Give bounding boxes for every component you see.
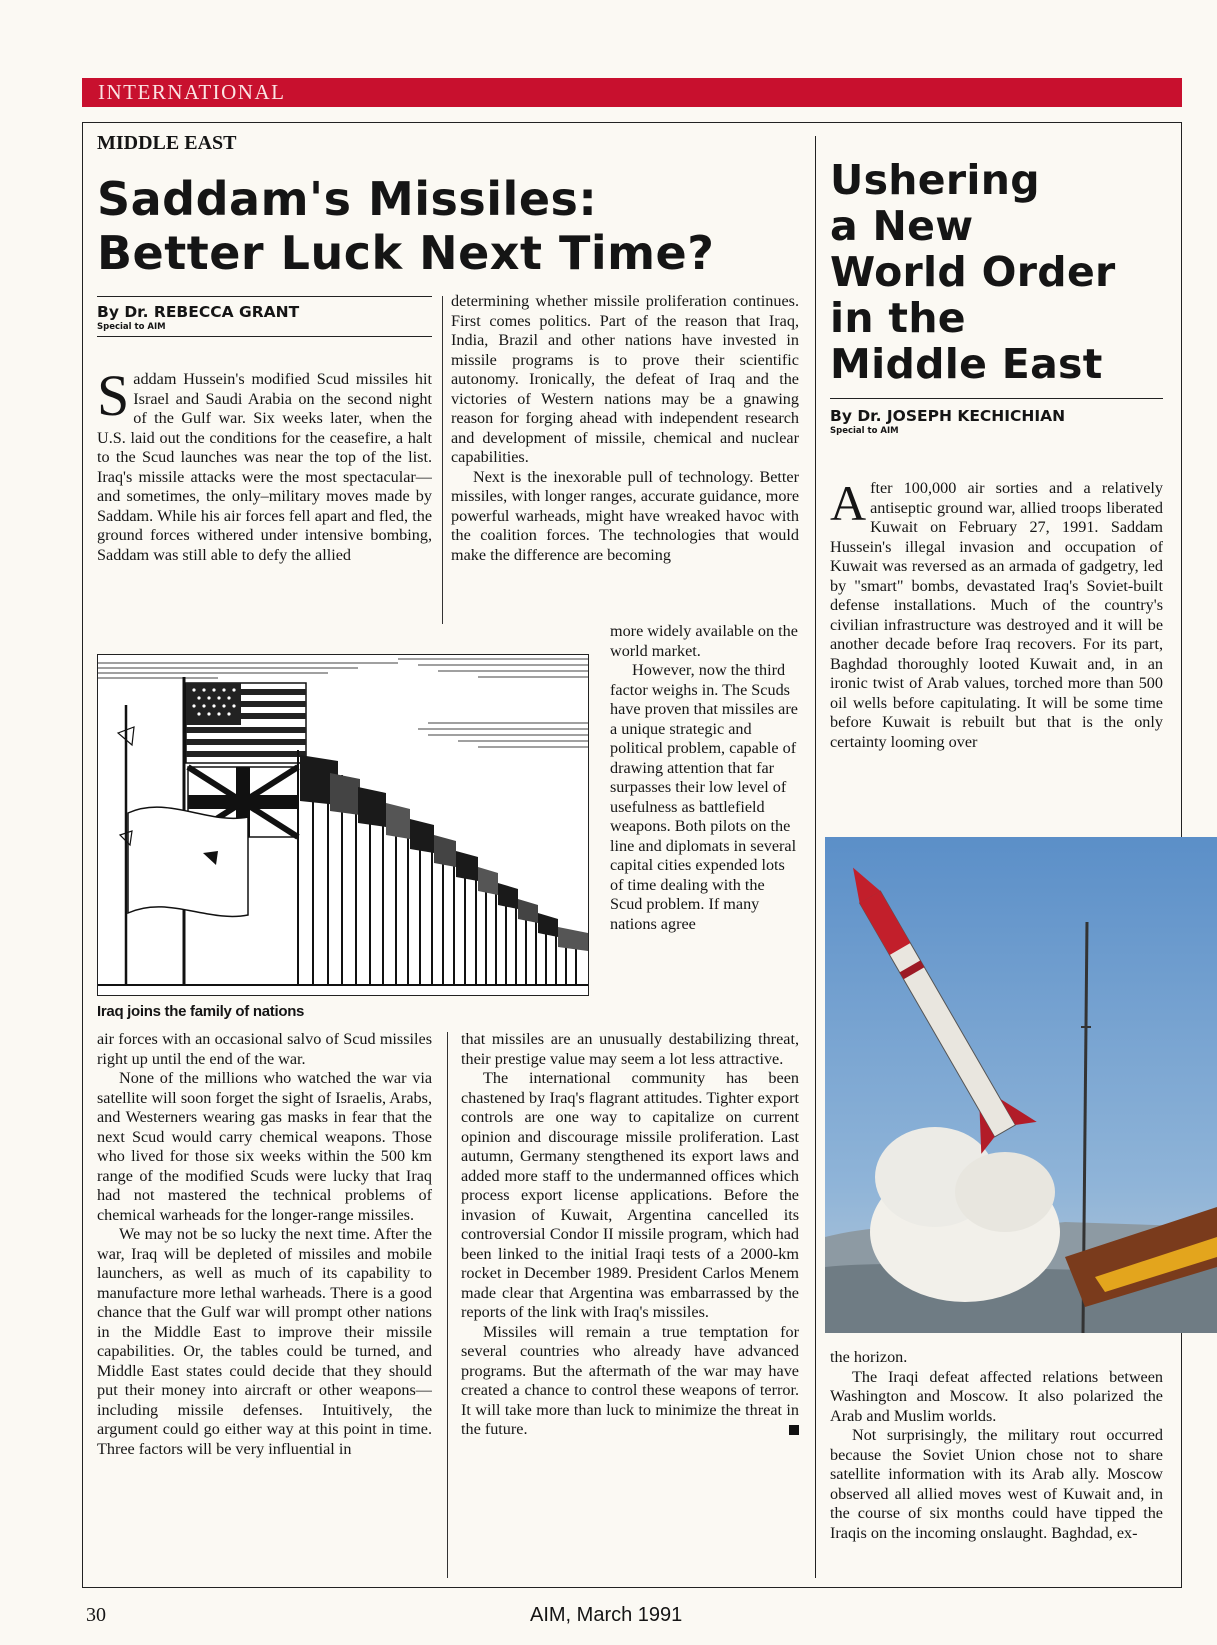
drop-cap: S — [97, 370, 130, 428]
byline: By Dr. JOSEPH KECHICHIAN — [830, 407, 1066, 425]
paragraph-text: fter 100,000 air sorties and a relatively antiseptic ground war, allied troops liberated Kuwait on February 27, 1991. Saddam Hussein's illegal invasion and occupation of Kuwait was reversed as an armada of gadgetry, led by "smart" bombs, devastated Iraq's Soviet-built defense installations. Much of the country's civilian infrastructure was destroyed and it will be another decade before Iraq recovers. For its part, Baghdad thoroughly looted Kuwait and, in an ironic twist of Arab values, torched more than 500 oil wells before capitulating. It will be some time before Kuwait is rebuilt but that is the only certainty looming over — [830, 479, 1163, 751]
headline-line: Better Luck Next Time? — [97, 226, 715, 280]
magazine-issue: AIM, March 1991 — [530, 1604, 683, 1626]
headline-line: in the — [830, 294, 966, 342]
article1-column-2 — [451, 292, 799, 622]
paragraph: However, now the third factor weighs in. The Scuds have proven that missiles are a unique strategic and political problem, capable of drawing attention that far surpasses their low level of usefulness as battlefield weapons. Both pilots on the line and diplomats in several capital cities expended lots of time dealing with the Scud problem. If many nations agree — [610, 661, 798, 933]
article1-column-4 — [461, 1030, 799, 1578]
article1-headline — [97, 172, 714, 280]
end-of-article-mark — [789, 1425, 799, 1435]
missile-launch-photo — [825, 837, 1217, 1333]
column-rule — [442, 296, 443, 624]
column-rule — [447, 1032, 448, 1578]
paragraph-text: addam Hussein's modified Scud missiles hit Israel and Saudi Arabia on the second night of the Gulf war. Six weeks later, when the U.S. laid out the conditions for the ceasefire, a halt to the Scud launches was near the top of the list. Iraq's missile attacks were the most spectacular—and sometimes, the only–military moves made by Saddam. While his air forces fell apart and fled, the ground forces withered under intensive bombing, Saddam was still able to defy the allied — [97, 370, 432, 564]
paragraph: The Iraqi defeat affected relations between Washington and Moscow. It also polarized the Arab and Muslim worlds. — [830, 1367, 1163, 1425]
paragraph — [461, 1323, 799, 1440]
article2-byline-box — [830, 398, 1163, 436]
headline-line: Ushering — [830, 156, 1040, 204]
paragraph: Next is the inexorable pull of technology. Better missiles, with longer ranges, accurate guidance, more powerful warheads, might have wreaked havoc with the coalition forces. The technologies that would make the difference are becoming — [451, 467, 799, 564]
headline-line: Middle East — [830, 340, 1103, 388]
article1-column-1 — [97, 370, 432, 623]
missile-launch-illustration — [825, 837, 1217, 1333]
paragraph: The international community has been chastened by Iraq's flagrant attitudes. Tighter export controls are one way to capitalize on current opinion and discourage missile proliferation. Last autumn, Germany stengthened its export laws and added more staff to the undermanned offices which process export license applications. Before the invasion of Kuwait, Argentina cancelled its controversial Condor II missile program, which had been linked to the initial Iraqi tests of a 2000-km rocket in December 1989. President Carlos Menem made clear that Argentina was embarrassed by the reports of the link with Iraq's missiles. — [461, 1069, 799, 1321]
paragraph: determining whether missile proliferation continues. First comes politics. Part of the reason that Iraq, India, Brazil and other nations have invested in missile programs is to prove their scientific autonomy. Ironically, the defeat of Iraq and the victories of Western nations may be a gnawing reason for forging ahead with independent research and development of missile, chemical and nuclear capabilities. — [451, 292, 799, 466]
article1-byline-box — [97, 296, 432, 337]
paragraph: more widely available on the world market. — [610, 622, 798, 660]
byline-special: Special to AIM — [97, 322, 166, 332]
article1-column-3 — [97, 1030, 432, 1578]
paragraph-text: Missiles will remain a true temptation for several countries who already have advanced programs. But the aftermath of the war may have created a chance to control these weapons of terror. It will take more than luck to minimize the threat in the future. — [461, 1322, 799, 1438]
byline: By Dr. REBECCA GRANT — [97, 303, 300, 321]
paragraph — [830, 479, 1163, 752]
article2-headline — [830, 157, 1116, 387]
figure-caption: Iraq joins the family of nations — [97, 1003, 305, 1020]
flags-illustration — [98, 655, 589, 996]
drop-cap: A — [830, 479, 867, 531]
paragraph — [97, 370, 432, 565]
paragraph: Not surprisingly, the military rout occurred because the Soviet Union chose not to share satellite information with its Arab ally. Moscow observed all allied moves west of Kuwait and, in the course of six months could have tipped the Iraqis on the incoming onslaught. Baghdad, ex- — [830, 1426, 1163, 1542]
paragraph: the horizon. — [830, 1348, 908, 1366]
headline-line: Saddam's Missiles: — [97, 172, 598, 226]
paragraph: None of the millions who watched the war via satellite will soon forget the sight of Israelis, Arabs, and Westerners wearing gas masks in fear that the next Scud would carry chemical weapons. Those who lived for those six weeks within the 500 km range of the modified Scuds were lucky that Iraq had not mastered the technical problems of chemical warheads for the longer-range missiles. — [97, 1069, 432, 1224]
paragraph: that missiles are an unusually destabilizing threat, their prestige value may seem a lot less attractive. — [461, 1030, 799, 1068]
kicker: MIDDLE EAST — [97, 132, 237, 154]
section-banner: INTERNATIONAL — [82, 78, 1182, 107]
paragraph: air forces with an occasional salvo of Scud missiles right up until the end of the war. — [97, 1030, 432, 1068]
article2-column-2 — [830, 1348, 1163, 1578]
headline-line: a New — [830, 202, 974, 250]
headline-line: World Order — [830, 248, 1116, 296]
article1-column-2-wrap — [610, 622, 799, 1027]
byline-special: Special to AIM — [830, 426, 899, 436]
article2-column-1 — [830, 479, 1163, 819]
paragraph: We may not be so lucky the next time. After the war, Iraq will be depleted of missiles and mobile launchers, as well as much of its capability to manufacture more lethal warheads. There is a good chance that the Gulf war will prompt other nations in the Middle East to improve their missile capabilities. Or, the tables could be turned, and Middle East states could decide that they should put their money into aircraft or other weapons—including missile defenses. Intuitively, the argument could go either way at this point in time. Three factors will be very influential in — [97, 1225, 432, 1458]
page-number: 30 — [86, 1604, 106, 1626]
editorial-cartoon — [97, 654, 589, 996]
column-divider — [815, 136, 816, 1578]
